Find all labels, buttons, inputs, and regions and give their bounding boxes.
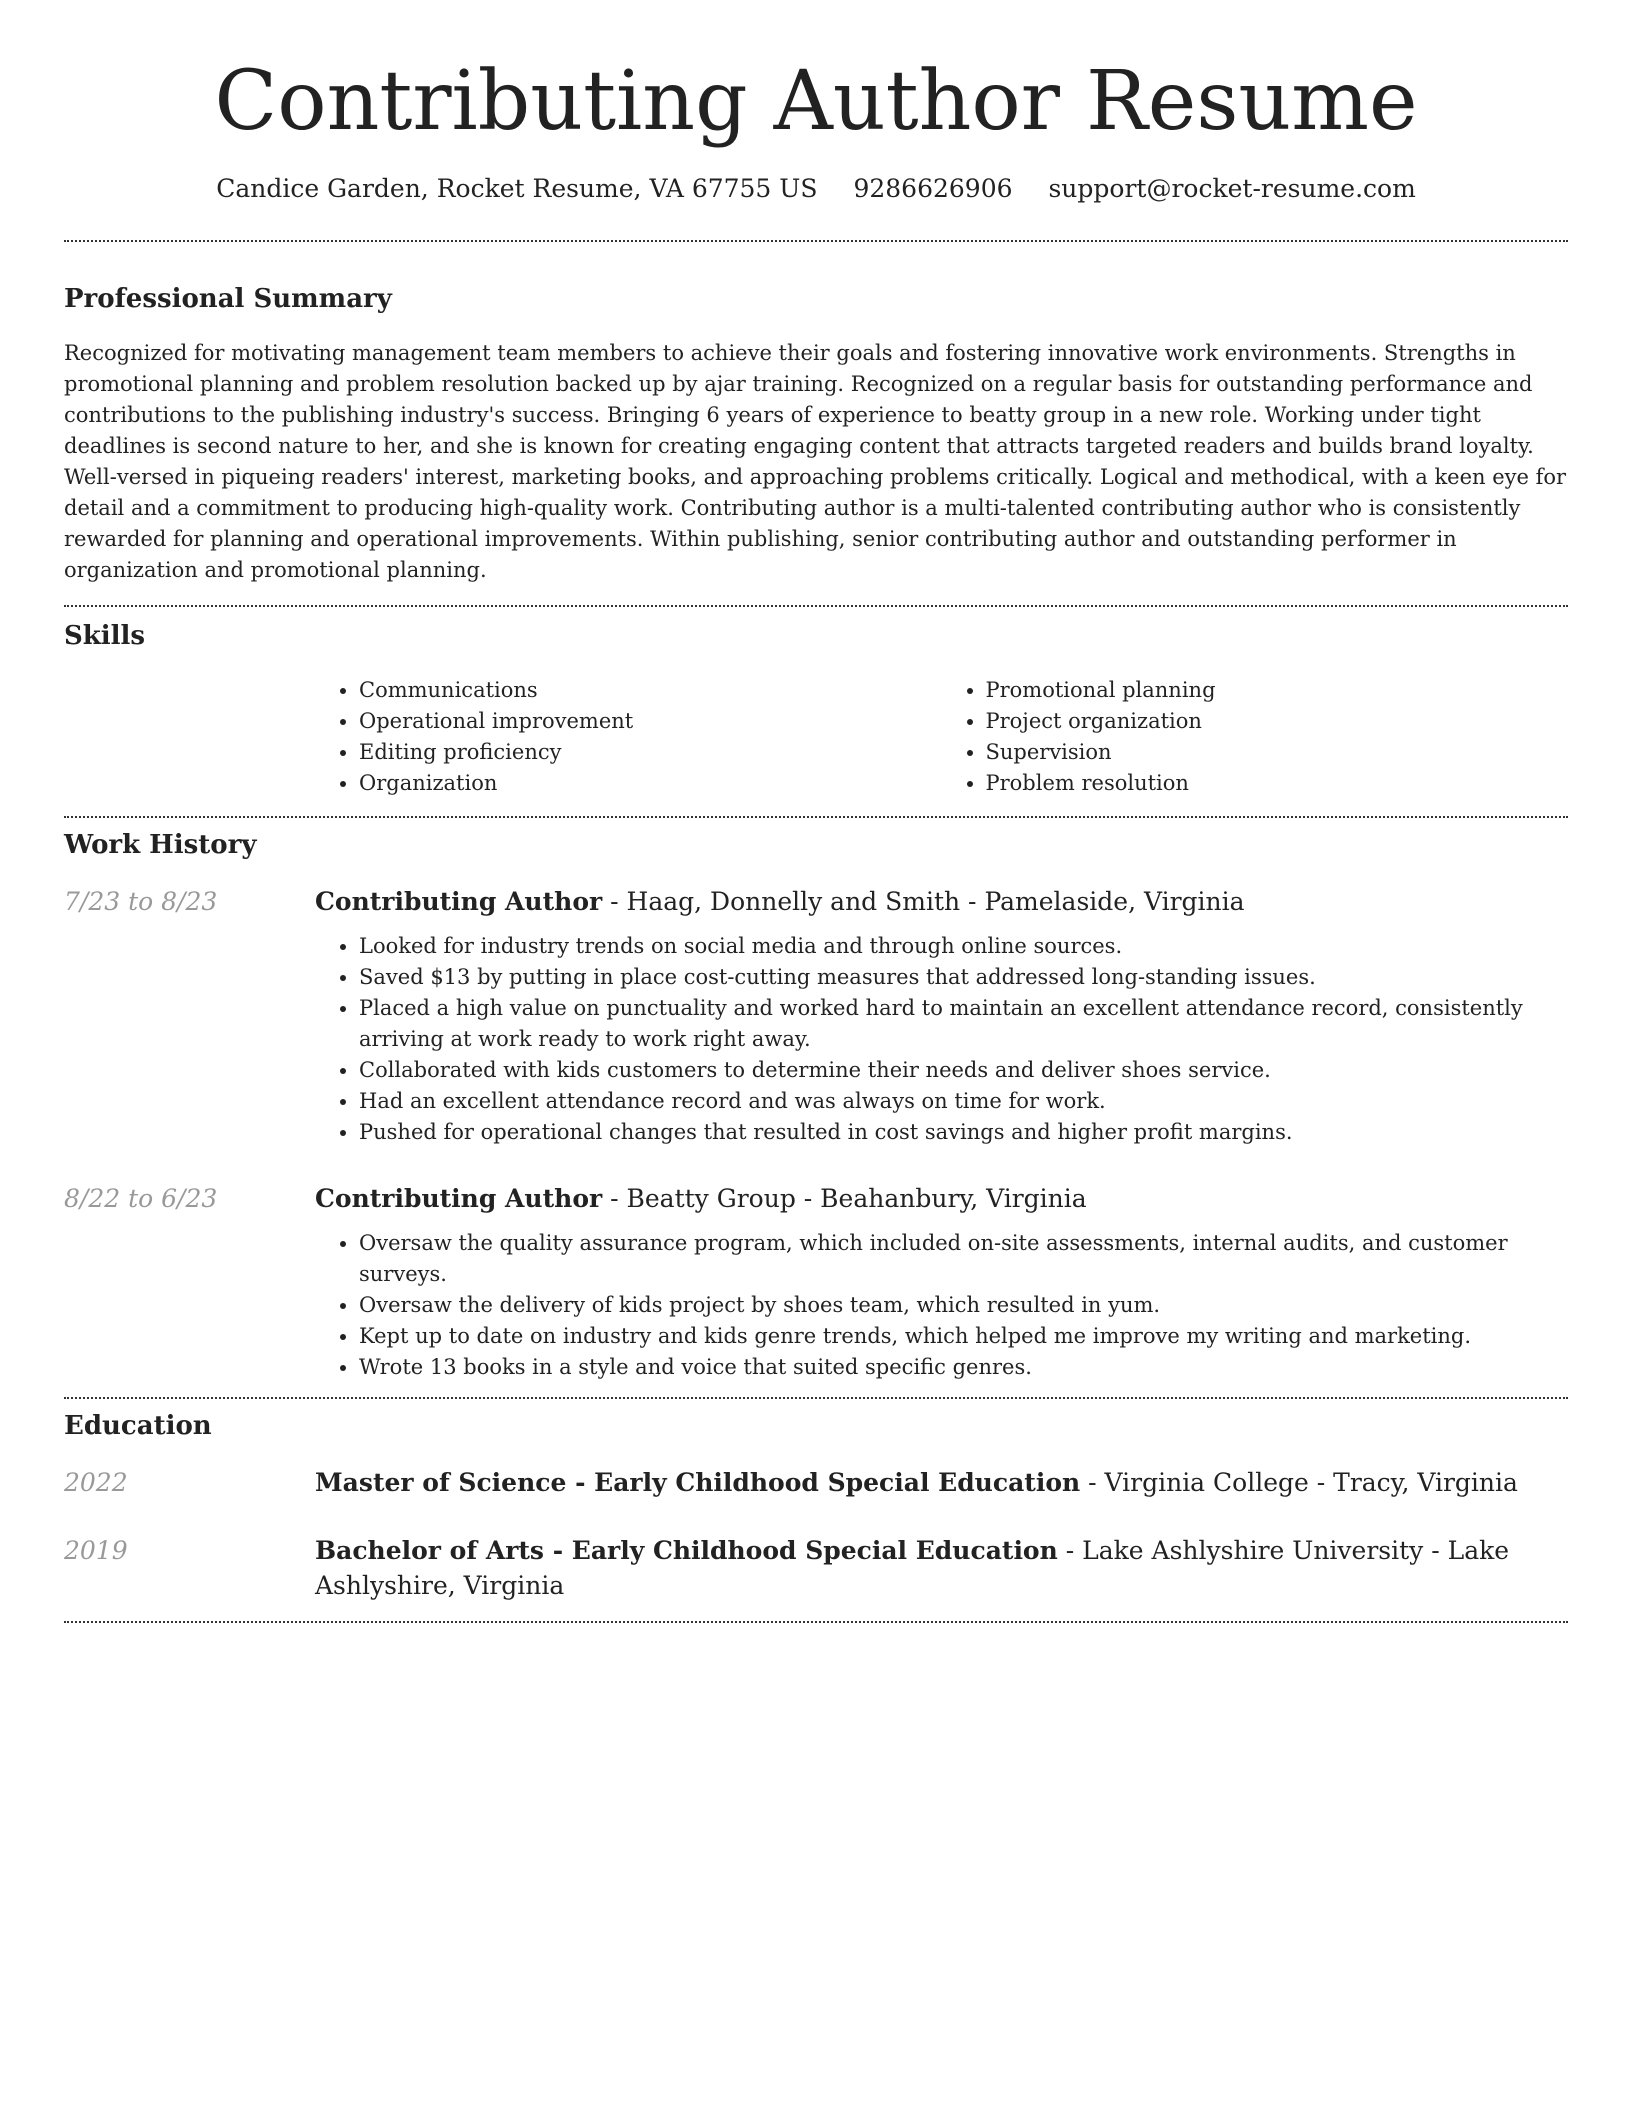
job-bullet: • Collaborated with kids customers to determine their needs and deliver shoes service. — [359, 1055, 1568, 1086]
contact-address: Candice Garden, Rocket Resume, VA 67755 US — [216, 174, 818, 203]
job-role: Contributing Author — [315, 1184, 603, 1213]
job-company: - Haag, Donnelly and Smith - Pamelaside, Virginia — [602, 887, 1245, 916]
skill-item: • Organization — [359, 768, 942, 799]
divider — [64, 1621, 1568, 1623]
job-heading — [315, 1181, 1568, 1216]
contact-phone: 9286626906 — [853, 174, 1013, 203]
job-body — [315, 1181, 1568, 1383]
job-entry — [64, 884, 1568, 1148]
education-heading — [315, 1533, 1568, 1603]
job-body — [315, 884, 1568, 1148]
skills-columns — [315, 675, 1568, 799]
education-heading — [315, 1465, 1568, 1500]
job-bullet: • Pushed for operational changes that resulted in cost savings and higher profit margins. — [359, 1117, 1568, 1148]
job-bullet: • Had an excellent attendance record and was always on time for work. — [359, 1086, 1568, 1117]
education-entry — [64, 1533, 1568, 1603]
education-year: 2022 — [64, 1468, 128, 1497]
work-section — [64, 828, 1568, 1383]
education-school: - Virginia College - Tracy, Virginia — [1080, 1468, 1518, 1497]
education-degree: Master of Science - Early Childhood Special Education — [315, 1468, 1081, 1497]
job-dates: 7/23 to 8/23 — [64, 887, 218, 916]
divider — [64, 605, 1568, 607]
divider — [64, 816, 1568, 818]
contact-line — [64, 172, 1568, 206]
education-year: 2019 — [64, 1536, 128, 1565]
education-school: - Lake Ashlyshire University - Lake Ashlyshire, Virginia — [315, 1536, 1510, 1600]
job-company: - Beatty Group - Beahanbury, Virginia — [602, 1184, 1087, 1213]
skill-item: • Supervision — [986, 737, 1569, 768]
job-entry — [64, 1181, 1568, 1383]
education-entry — [64, 1465, 1568, 1500]
job-bullet: • Saved $13 by putting in place cost-cutting measures that addressed long-standing issues. — [359, 962, 1568, 993]
education-body — [315, 1533, 1568, 1603]
skills-list-left — [315, 675, 942, 799]
divider — [64, 1397, 1568, 1399]
skill-item: • Project organization — [986, 706, 1569, 737]
job-heading — [315, 884, 1568, 919]
section-title-education: Education — [64, 1411, 212, 1441]
job-bullet: • Wrote 13 books in a style and voice that suited specific genres. — [359, 1352, 1568, 1383]
education-section — [64, 1409, 1568, 1603]
section-title-work: Work History — [64, 830, 257, 860]
contact-email: support@rocket-resume.com — [1048, 174, 1416, 203]
job-bullet: • Looked for industry trends on social media and through online sources. — [359, 931, 1568, 962]
skills-section — [64, 619, 1568, 799]
summary-section — [64, 282, 1568, 586]
summary-text: Recognized for motivating management team members to achieve their goals and fostering innovative work environments. Strengths in promotional planning and problem resolution backed up by ajar training. Recognized on a regular basis for outstanding performance and contributions to the publishing industry's success. Bringing 6 years of experience to beatty group in a new role. Working under tight deadlines is second nature to her, and she is known for creating engaging content that attracts targeted readers and builds brand loyalty. Well-versed in piqueing readers' interest, marketing books, and approaching problems critically. Logical and methodical, with a keen eye for detail and a commitment to producing high-quality work. Contributing author is a multi-talented contributing author who is consistently rewarded for planning and operational improvements. Within publishing, senior contributing author and outstanding performer in organization and promotional planning. — [64, 341, 1567, 582]
job-dates: 8/22 to 6/23 — [64, 1184, 218, 1213]
education-body — [315, 1465, 1568, 1500]
job-bullet: • Kept up to date on industry and kids genre trends, which helped me improve my writing and marketing. — [359, 1321, 1568, 1352]
job-bullet: • Oversaw the delivery of kids project by shoes team, which resulted in yum. — [359, 1290, 1568, 1321]
skill-item: • Operational improvement — [359, 706, 942, 737]
divider — [64, 240, 1568, 242]
education-degree: Bachelor of Arts - Early Childhood Special Education — [315, 1536, 1058, 1565]
skill-item: • Problem resolution — [986, 768, 1569, 799]
job-role: Contributing Author — [315, 887, 603, 916]
section-title-skills: Skills — [64, 621, 146, 651]
skill-item: • Editing proficiency — [359, 737, 942, 768]
job-bullet: • Placed a high value on punctuality and worked hard to maintain an excellent attendance record, consistently arriving at work ready to work right away. — [359, 993, 1568, 1055]
job-bullet: • Oversaw the quality assurance program, which included on-site assessments, internal audits, and customer surveys. — [359, 1228, 1568, 1290]
resume-title: Contributing Author Resume — [214, 54, 1418, 149]
job-bullets — [315, 931, 1568, 1148]
job-bullets — [315, 1228, 1568, 1383]
section-title-summary: Professional Summary — [64, 284, 392, 314]
skills-list-right — [942, 675, 1569, 799]
skill-item: • Communications — [359, 675, 942, 706]
skill-item: • Promotional planning — [986, 675, 1569, 706]
